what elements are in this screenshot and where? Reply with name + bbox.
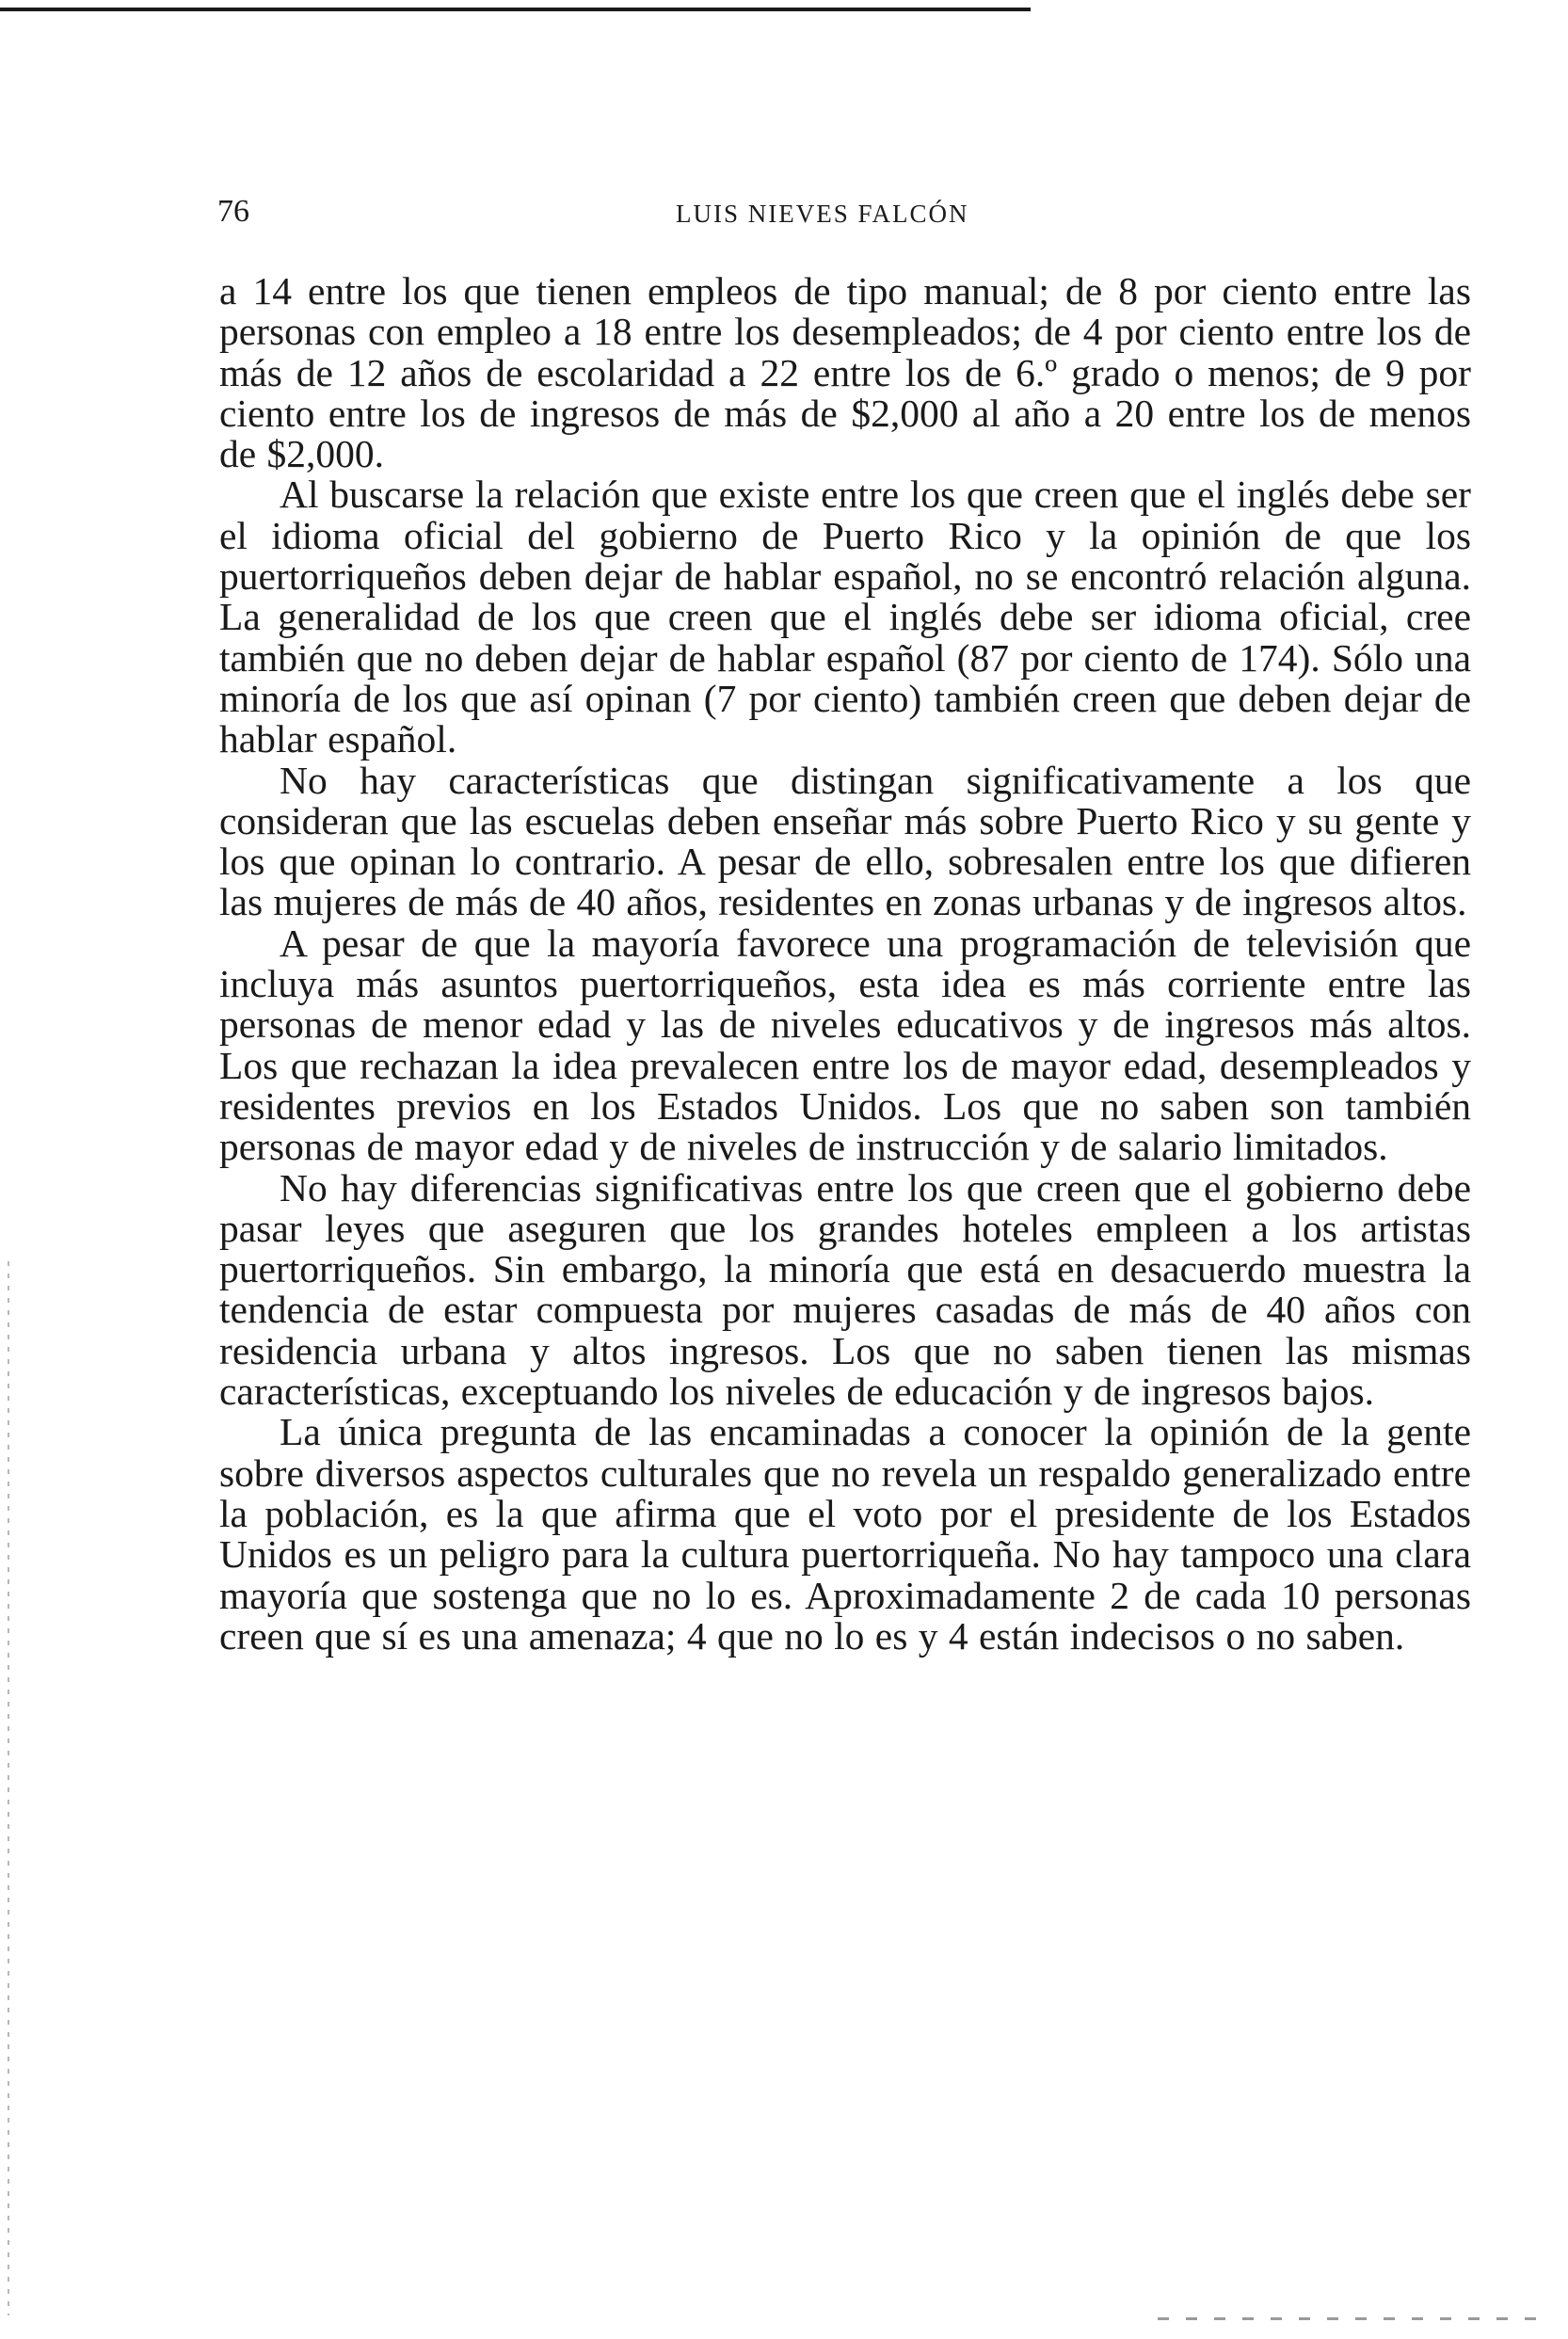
top-rule xyxy=(0,8,1031,11)
paragraph: No hay diferencias significativas entre los que creen que el gobierno debe pasar leyes que aseguren que los grandes hoteles empleen a los artistas puertorriqueños. Sin embargo, la minoría que está en desacuerdo muestra la tendencia de estar compuesta por mujeres casadas de más de 40 años con residencia urbana y altos ingresos. Los que no saben tienen las mismas características, exceptuando los niveles de educación y de ingresos bajos. xyxy=(219,1165,1471,1414)
paragraph: La única pregunta de las encaminadas a conocer la opinión de la gente sobre diversos aspectos culturales que no revela un respaldo generalizado entre la población, es la que afirma que el voto por el presidente de los Estados Unidos es un peligro para la cultura puertorriqueña. No hay tampoco una clara mayoría que sostenga que no lo es. Aproximadamente 2 de cada 10 personas creen que sí es una amenaza; 4 que no lo es y 4 están indecisos o no saben. xyxy=(219,1410,1471,1658)
scan-artifact-left xyxy=(8,1261,9,2315)
body-text xyxy=(219,271,1471,1657)
paragraph: A pesar de que la mayoría favorece una programación de televisión que incluya más asuntos puertorriqueños, esta idea es más corriente entre las personas de menor edad y las de niveles educativos y de ingresos más altos. Los que rechazan la idea prevalecen entre los de mayor edad, desempleados y residentes previos en los Estados Unidos. Los que no saben son también personas de mayor edad y de niveles de instrucción y de salario limitados. xyxy=(219,921,1471,1169)
paragraph: No hay características que distingan significativamente a los que consideran que las escuelas deben enseñar más sobre Puerto Rico y su gente y los que opinan lo contrario. A pesar de ello, sobresalen entre los que difieren las mujeres de más de 40 años, residentes en zonas urbanas y de ingresos altos. xyxy=(219,758,1471,924)
page-number: 76 xyxy=(217,194,249,229)
paragraph: a 14 entre los que tienen empleos de tipo manual; de 8 por ciento entre las personas con empleo a 18 entre los desempleados; de 4 por ciento entre los de más de 12 años de escolaridad a 22 entre los de 6.º grado o menos; de 9 por ciento entre los de ingresos de más de $2,000 al año a 20 entre los de menos de $2,000. xyxy=(219,269,1471,476)
scan-artifact-bottom xyxy=(1158,2317,1553,2320)
paragraph: Al buscarse la relación que existe entre los que creen que el inglés debe ser el idioma oficial del gobierno de Puerto Rico y la opinión de que los puertorriqueños deben dejar de hablar español, no se encontró relación alguna. La generalidad de los que creen que el inglés debe ser idioma oficial, cree también que no deben dejar de hablar español (87 por ciento de 174). Sólo una minoría de los que así opinan (7 por ciento) también creen que deben dejar de hablar español. xyxy=(219,473,1471,761)
running-head: LUIS NIEVES FALCÓN xyxy=(676,200,969,228)
